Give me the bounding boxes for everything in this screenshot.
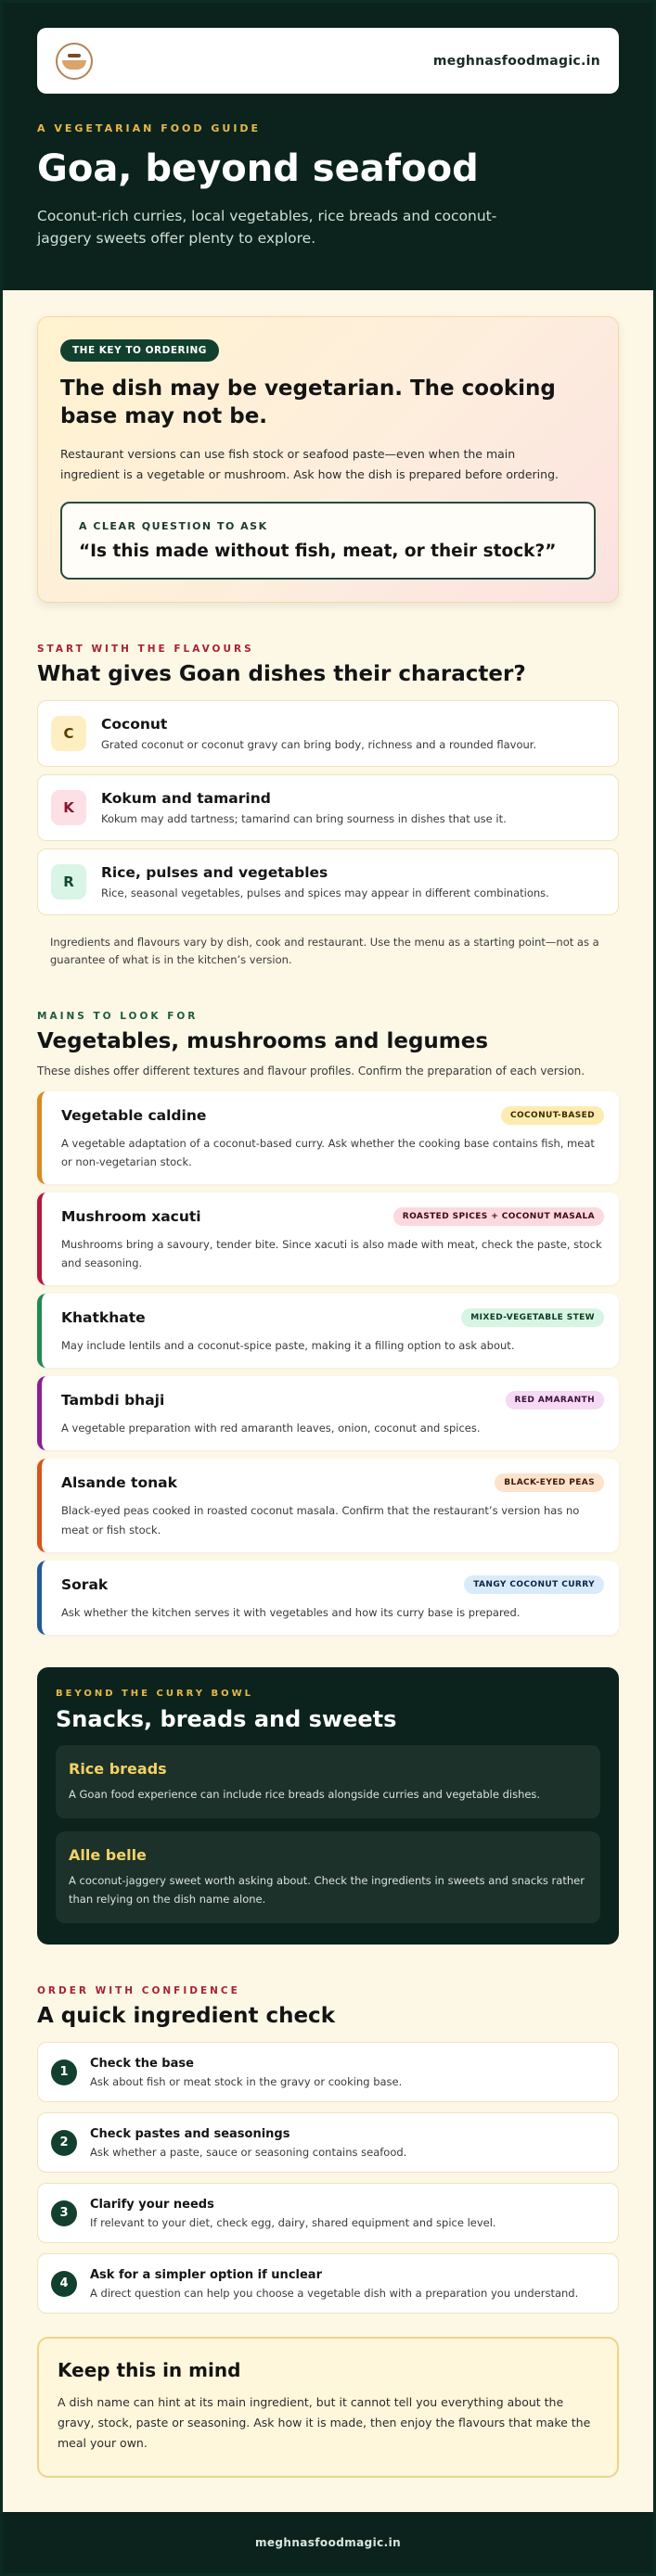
keep-body: A dish name can hint at its main ingredient, but it cannot tell you everything about the gravy, stock, paste or seasoning. Ask how it is made, then enjoy the flavours that make the meal your own. (58, 2395, 591, 2450)
flavours-eyebrow: START WITH THE FLAVOURS (37, 643, 254, 655)
dish-desc: A vegetable adaptation of a coconut-based curry. Ask whether the cooking base contains fish, meat or non-vegetarian stock. (61, 1136, 595, 1168)
snack-title: Rice breads (69, 1759, 167, 1778)
dish-tag: TANGY COCONUT CURRY (464, 1575, 604, 1594)
dish-desc: Ask whether the kitchen serves it with vegetables and how its curry base is prepared. (61, 1605, 521, 1619)
snack-desc: A Goan food experience can include rice breads alongside curries and vegetable dishes. (69, 1787, 541, 1801)
key-card (37, 316, 619, 603)
dish-tag: RED AMARANTH (506, 1391, 604, 1409)
check-text (90, 2057, 402, 2088)
dish-card (37, 1091, 619, 1184)
flavour-desc: Grated coconut or coconut gravy can bring body, richness and a rounded flavour. (101, 737, 537, 751)
mains-title: Vegetables, mushrooms and legumes (37, 1028, 489, 1053)
footer (3, 2512, 653, 2573)
dish-title: Mushroom xacuti (61, 1207, 201, 1225)
dish-header (61, 1308, 604, 1327)
flavour-desc: Rice, seasonal vegetables, pulses and spices may appear in different combinations. (101, 886, 549, 899)
dish-title: Alsande tonak (61, 1474, 177, 1492)
dish-desc: May include lentils and a coconut-spice paste, making it a filling option to ask about. (61, 1339, 515, 1353)
flavour-card (37, 700, 619, 767)
dish-header (61, 1473, 604, 1492)
dish-title: Khatkhate (61, 1309, 146, 1327)
site-name-link[interactable]: meghnasfoodmagic.in (432, 53, 600, 69)
flavours-title: What gives Goan dishes their character? (37, 661, 526, 686)
check-title: Check pastes and seasonings (90, 2126, 290, 2141)
flavour-card (37, 774, 619, 841)
key-body: Restaurant versions can use fish stock or seafood paste—even when the main ingredient is a vegetable or mushroom. Ask how the dish is prepared before ordering. (60, 446, 559, 481)
mains-intro: These dishes offer different textures and flavour profiles. Confirm the preparation of each version. (37, 1064, 585, 1078)
check-number: 4 (51, 2271, 77, 2297)
page-title: Goa, beyond seafood (37, 147, 479, 190)
snacks-eyebrow: BEYOND THE CURRY BOWL (56, 1688, 254, 1699)
flavours-note: Ingredients and flavours vary by dish, cook and restaurant. Use the menu as a starting point—not as a guarantee of what is in the kitchen’s version. (50, 935, 599, 967)
top-bar (37, 28, 619, 94)
check-title: Clarify your needs (90, 2197, 214, 2212)
check-desc: Ask about fish or meat stock in the gravy or cooking base. (90, 2074, 403, 2088)
dish-tag: ROASTED SPICES + COCONUT MASALA (393, 1207, 604, 1226)
mains-eyebrow: MAINS TO LOOK FOR (37, 1010, 199, 1022)
dish-title: Tambdi bhaji (61, 1392, 165, 1409)
checks-eyebrow: ORDER WITH CONFIDENCE (37, 1985, 240, 1997)
snack-title: Alle belle (69, 1845, 147, 1864)
question-label: A CLEAR QUESTION TO ASK (79, 519, 268, 532)
dish-card (37, 1459, 619, 1551)
flavour-title: Coconut (101, 715, 168, 733)
flavour-text (101, 864, 549, 899)
dish-desc: A vegetable preparation with red amaranth leaves, onion, coconut and spices. (61, 1422, 481, 1435)
flavour-title: Kokum and tamarind (101, 789, 271, 807)
check-item (37, 2042, 619, 2102)
dish-card (37, 1376, 619, 1450)
check-title: Check the base (90, 2056, 194, 2071)
dish-card (37, 1294, 619, 1368)
check-desc: If relevant to your diet, check egg, dairy, shared equipment and spice level. (90, 2215, 496, 2229)
snack-list (56, 1745, 600, 1923)
main-content (3, 316, 653, 2478)
check-list (37, 2042, 619, 2314)
check-number: 3 (51, 2200, 77, 2226)
check-number: 1 (51, 2060, 77, 2085)
dish-desc: Mushrooms bring a savoury, tender bite. Since xacuti is also made with meat, check the paste, stock and seasoning. (61, 1237, 602, 1270)
snack-desc: A coconut-jaggery sweet worth asking about. Check the ingredients in sweets and snacks rather than relying on the dish name alone. (69, 1873, 585, 1906)
question-text: “Is this made without fish, meat, or their stock?” (79, 541, 557, 561)
dish-list (37, 1091, 619, 1635)
dish-header (61, 1207, 604, 1226)
check-item (37, 2183, 619, 2243)
flavour-letter-badge: K (51, 790, 86, 825)
key-title: The dish may be vegetarian. The cooking base may not be. (60, 376, 556, 428)
dish-card (37, 1192, 619, 1285)
keep-title: Keep this in mind (58, 2359, 241, 2382)
flavour-letter-badge: C (51, 716, 86, 751)
snack-item (56, 1745, 600, 1818)
dish-header (61, 1391, 604, 1409)
checks-title: A quick ingredient check (37, 2004, 335, 2029)
question-box (60, 502, 596, 580)
check-item (37, 2112, 619, 2173)
dish-desc: Black-eyed peas cooked in roasted coconut masala. Confirm that the restaurant’s version has no meat or fish stock. (61, 1504, 580, 1537)
check-text (90, 2198, 496, 2229)
check-text (90, 2268, 578, 2300)
flavour-desc: Kokum may add tartness; tamarind can bring sourness in dishes that use it. (101, 811, 507, 825)
site-logo[interactable] (56, 43, 93, 80)
hero-subtitle: Coconut-rich curries, local vegetables, rice breads and coconut-jaggery sweets offer plenty to explore. (37, 208, 497, 248)
check-desc: Ask whether a paste, sauce or seasoning contains seafood. (90, 2145, 407, 2159)
check-number: 2 (51, 2130, 77, 2156)
check-text (90, 2127, 406, 2159)
dish-title: Sorak (61, 1575, 109, 1593)
keep-in-mind-card (37, 2337, 619, 2478)
check-title: Ask for a simpler option if unclear (90, 2267, 322, 2282)
snacks-card (37, 1667, 619, 1945)
dish-tag: COCONUT-BASED (501, 1106, 604, 1125)
snack-item (56, 1831, 600, 1923)
snacks-title: Snacks, breads and sweets (56, 1705, 397, 1732)
dish-title: Vegetable caldine (61, 1106, 207, 1124)
dish-tag: MIXED-VEGETABLE STEW (461, 1308, 604, 1327)
flavour-text (101, 790, 507, 825)
check-item (37, 2253, 619, 2314)
hero-section (3, 3, 653, 290)
flavour-list (37, 700, 619, 915)
flavour-text (101, 716, 536, 751)
hero-eyebrow: A VEGETARIAN FOOD GUIDE (37, 122, 262, 134)
flavour-card (37, 848, 619, 915)
flavour-title: Rice, pulses and vegetables (101, 863, 328, 881)
dish-header (61, 1106, 604, 1125)
check-desc: A direct question can help you choose a vegetable dish with a preparation you understand. (90, 2286, 579, 2300)
flavour-letter-badge: R (51, 864, 86, 899)
dish-card (37, 1561, 619, 1635)
footer-site-link[interactable]: meghnasfoodmagic.in (254, 2535, 402, 2549)
dish-tag: BLACK-EYED PEAS (495, 1473, 604, 1492)
key-pill: THE KEY TO ORDERING (60, 339, 219, 362)
dish-header (61, 1575, 604, 1594)
